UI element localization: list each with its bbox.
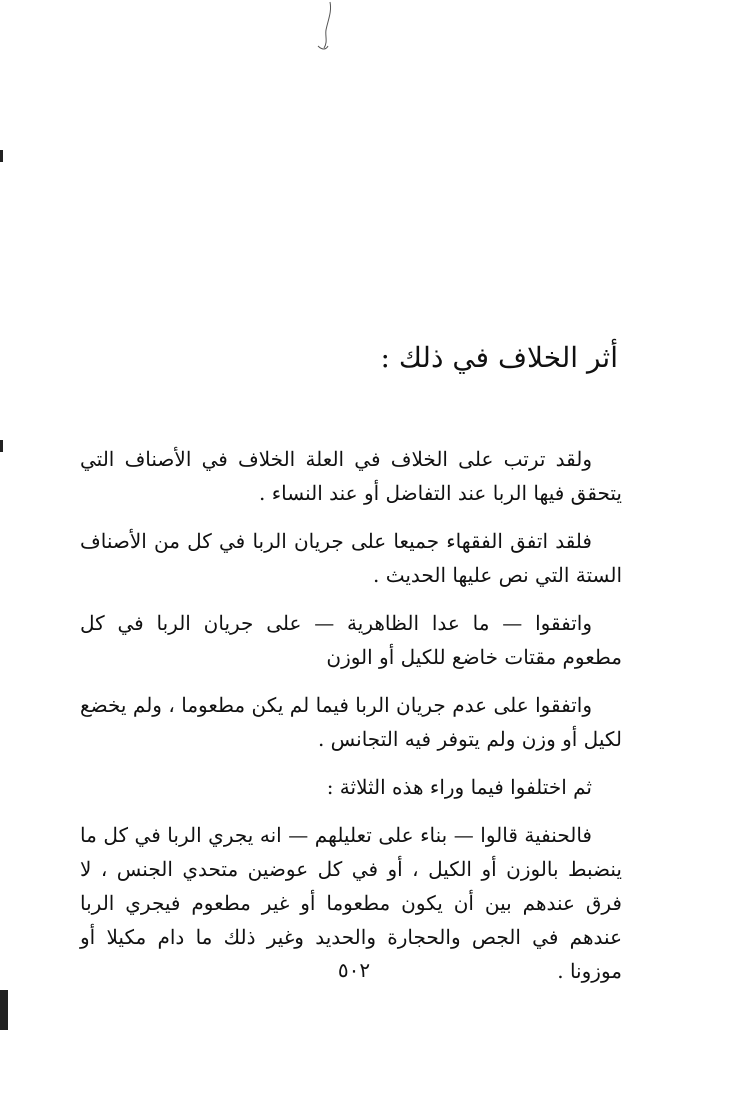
scan-artifact-mark: [306, 0, 346, 56]
page-number: ٥٠٢: [337, 958, 371, 982]
scan-edge-mark: [0, 440, 3, 452]
section-heading: أثر الخلاف في ذلك :: [380, 341, 618, 374]
paragraph: فلقد اتفق الفقهاء جميعا على جريان الربا في كل من الأصناف الستة التي نص عليها الحديث .: [80, 529, 622, 587]
paragraph: واتفقوا على عدم جريان الربا فيما لم يكن مطعوما ، ولم يخضع لكيل أو وزن ولم يتوفر فيه التجانس .: [80, 693, 622, 751]
scan-edge-mark: [0, 150, 3, 162]
paragraph: واتفقوا — ما عدا الظاهرية — على جريان الربا في كل مطعوم مقتات خاضع للكيل أو الوزن: [80, 611, 622, 669]
paragraph: ثم اختلفوا فيما وراء هذه الثلاثة :: [326, 775, 592, 799]
body-text: [80, 442, 622, 1002]
paragraph: ولقد ترتب على الخلاف في العلة الخلاف في الأصناف التي يتحقق فيها الربا عند التفاضل أو عند النساء .: [80, 447, 622, 505]
scan-edge-mark: [0, 990, 8, 1030]
paragraph: فالحنفية قالوا — بناء على تعليلهم — انه يجري الربا في كل ما ينضبط بالوزن أو الكيل ، أو في كل عوضين متحدي الجنس ، لا فرق عندهم بين أن يكون مطعوما أو غير مطعوم فيجري الربا عندهم في الجص والحجارة والحديد وغير ذلك ما دام مكيلا أو موزونا .: [80, 823, 622, 983]
